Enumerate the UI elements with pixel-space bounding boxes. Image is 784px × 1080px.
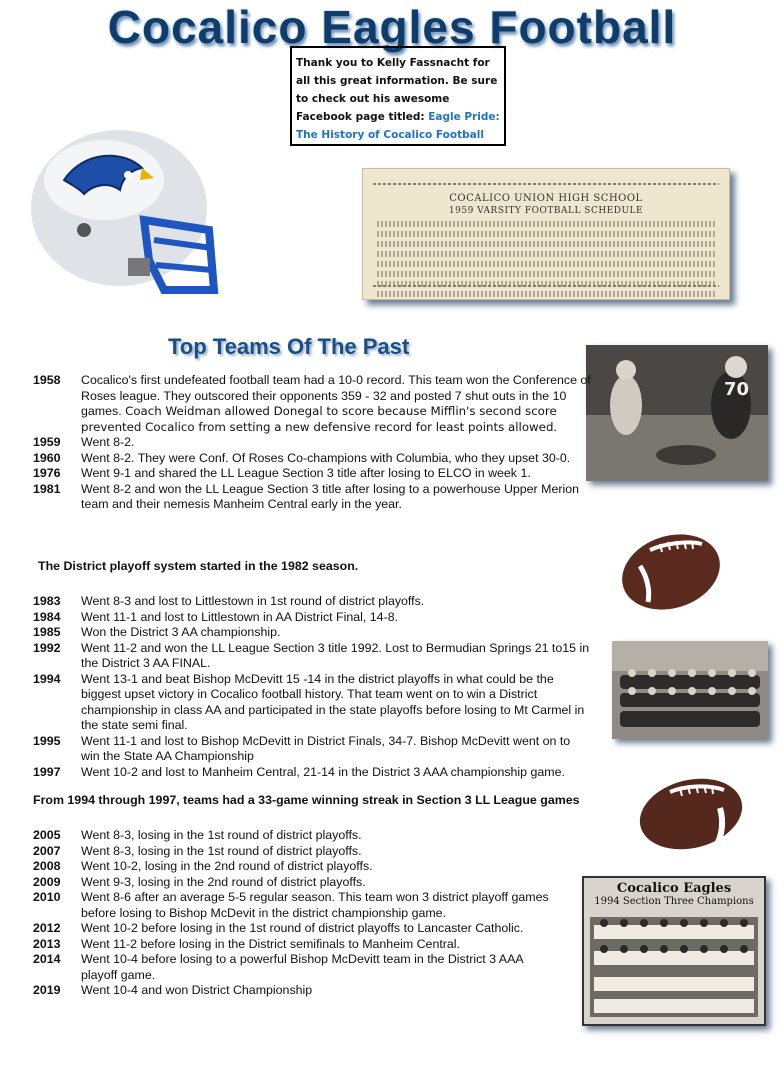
entry-text: Went 9-1 and shared the LL League Section 3 title after losing to ELCO in week 1. — [81, 466, 531, 480]
entry-text: Went 10-4 and won District Championship — [81, 983, 313, 997]
entry-text: Cocalico's first undefeated football team had a 10-0 record. This team won the Conference of Roses league. They outscored their opponents 359 - 32 and posted 7 shut outs in the 10 games. — [81, 373, 591, 418]
winning-streak-note: From 1994 through 1997, teams had a 33-game winning streak in Section 3 LL League games — [33, 793, 580, 807]
history-entry — [33, 451, 641, 467]
history-entry — [33, 625, 641, 641]
entry-year: 1997 — [33, 764, 61, 779]
entry-text: Won the District 3 AA championship. — [81, 625, 281, 639]
team-photo-subtitle: 1994 Section Three Champions — [594, 896, 754, 907]
entry-text: Went 11-2 and won the LL League Section 3 title 1992. Lost to Bermudian Springs 21 to15 in the District 3 AA FINAL. — [81, 640, 590, 670]
entry-year: 1958 — [33, 373, 61, 387]
history-entry — [33, 890, 591, 921]
entry-text: Went 10-2 before losing in the 1st round of district playoffs to Lancaster Catholic. — [81, 921, 524, 935]
facebook-page-link[interactable]: Eagle Pride: The History of Cocalico Football — [296, 111, 500, 141]
entry-year: 2014 — [33, 952, 61, 966]
history-group-early — [33, 373, 641, 513]
football-icon-2 — [636, 768, 746, 856]
history-entry — [33, 641, 641, 672]
history-entry — [33, 734, 641, 765]
team-photo-champions — [582, 876, 766, 1026]
entry-text: Went 8-3, losing in the 1st round of district playoffs. — [81, 843, 362, 858]
history-entry — [33, 983, 591, 999]
entry-year: 2005 — [33, 828, 61, 842]
entry-year: 1995 — [33, 733, 61, 748]
schedule-subtitle: 1959 VARSITY FOOTBALL SCHEDULE — [448, 206, 644, 216]
entry-text: Went 9-3, losing in the 2nd round of district playoffs. — [81, 874, 366, 889]
page-title: Cocalico Eagles Football — [107, 1, 677, 53]
history-entry — [33, 373, 641, 435]
entry-text: Went 10-2 and lost to Manheim Central, 21-14 in the District 3 AAA championship game. — [81, 764, 565, 779]
entry-text: Went 13-1 and beat Bishop McDevitt 15 -14 in the district playoffs in what could be the biggest upset victory in Cocalico football history. That team went on to win a District championship in class AA and participated in the state playoffs before losing to Mt Carmel in the state semi final. — [81, 671, 585, 732]
entry-year: 1981 — [33, 481, 61, 496]
history-entry — [33, 435, 641, 451]
history-entry — [33, 859, 591, 875]
history-entry — [33, 921, 591, 937]
entry-text: Went 11-1 and lost to Littlestown in AA District Final, 14-8. — [81, 609, 399, 624]
history-entry — [33, 672, 641, 734]
helmet-image — [24, 120, 224, 300]
history-entry — [33, 937, 591, 953]
entry-year: 1992 — [33, 640, 61, 655]
entry-text: Went 10-4 before losing to a powerful Bishop McDevitt team in the District 3 AAA playoff game. — [81, 952, 523, 982]
history-group-district — [33, 594, 641, 780]
history-entry — [33, 482, 641, 513]
history-entry — [33, 765, 641, 781]
entry-year: 2007 — [33, 843, 61, 858]
svg-text:70: 70 — [724, 379, 750, 400]
entry-year: 2013 — [33, 936, 61, 951]
entry-text: Went 11-1 and lost to Bishop McDevitt in District Finals, 34-7. Bishop McDevitt went on to win the State AA Championship — [81, 733, 571, 763]
entry-text: Went 8-2. — [81, 435, 135, 449]
district-playoff-note: The District playoff system started in the 1982 season. — [38, 559, 359, 573]
entry-year: 1960 — [33, 450, 61, 465]
schedule-table — [377, 221, 715, 300]
section-title: Top Teams Of The Past — [168, 334, 410, 359]
history-entry — [33, 844, 591, 860]
entry-year: 2009 — [33, 874, 61, 889]
entry-year: 1984 — [33, 609, 61, 624]
entry-text: Went 8-2 and won the LL League Section 3 title after losing to a powerhouse Upper Merion team and their nemesis Manheim Central early in the year. — [81, 481, 580, 511]
entry-text: Went 11-2 before losing in the District semifinals to Manheim Central. — [81, 936, 460, 951]
entry-year: 2019 — [33, 983, 61, 997]
entry-year: 1976 — [33, 466, 61, 480]
entry-text: Went 8-2. They were Conf. Of Roses Co-champions with Columbia, who they upset 30-0. — [81, 450, 571, 465]
history-entry — [33, 610, 641, 626]
entry-text: Went 8-6 after an average 5-5 regular season. This team won 3 district playoff games before losing to Bishop McDevit in the district championship game. — [81, 890, 549, 920]
entry-text: Went 8-3 and lost to Littlestown in 1st round of district playoffs. — [81, 594, 425, 608]
thanks-text: Thank you to Kelly Fassnacht for all this great information. Be sure to check out his awesome Facebook page titled: — [296, 57, 498, 123]
entry-year: 2008 — [33, 859, 61, 873]
entry-year: 2012 — [33, 921, 61, 935]
entry-text: Went 10-2, losing in the 2nd round of district playoffs. — [81, 859, 373, 873]
entry-extra-text: Coach Weidman allowed Donegal to score because Mifflin's second score prevented Cocalico from setting a new defensive record for least points allowed. — [81, 404, 558, 434]
entry-year: 1985 — [33, 625, 61, 639]
entry-year: 1983 — [33, 594, 61, 608]
history-entry — [33, 466, 641, 482]
history-group-recent — [33, 828, 591, 999]
entry-text: Went 8-3, losing in the 1st round of district playoffs. — [81, 828, 362, 842]
history-entry — [33, 952, 591, 983]
history-entry — [33, 828, 591, 844]
history-entry — [33, 875, 591, 891]
team-photo-title: Cocalico Eagles — [616, 881, 732, 896]
thanks-note — [290, 46, 506, 146]
entry-year: 1994 — [33, 671, 61, 686]
schedule-clipping — [362, 168, 730, 300]
history-entry — [33, 594, 641, 610]
schedule-school: COCALICO UNION HIGH SCHOOL — [449, 193, 643, 204]
entry-year: 2010 — [33, 890, 61, 904]
entry-year: 1959 — [33, 435, 61, 449]
